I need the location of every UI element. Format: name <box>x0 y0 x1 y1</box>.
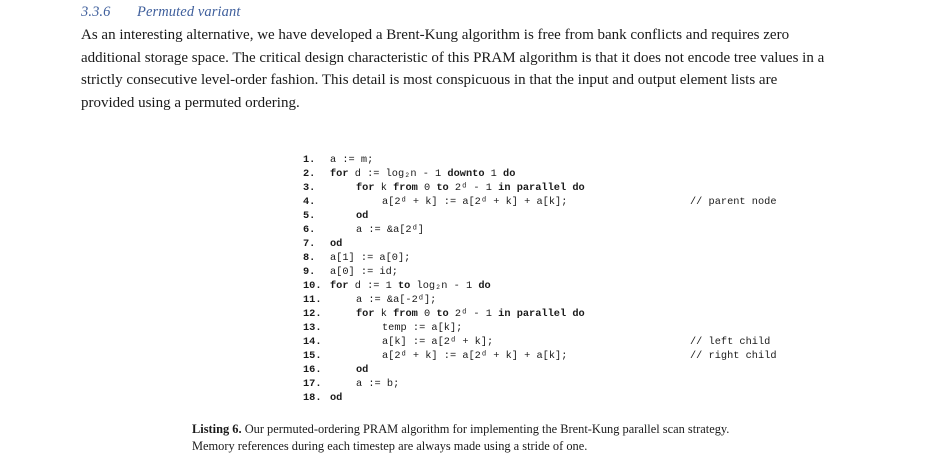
listing-line <box>303 377 399 391</box>
listing-line <box>303 167 515 181</box>
line-number: 13. <box>303 322 322 334</box>
code-text: temp := a[k]; <box>382 322 463 334</box>
line-number: 16. <box>303 364 322 376</box>
listing-line <box>303 181 585 195</box>
listing-line <box>303 391 342 405</box>
listing-line <box>303 195 567 209</box>
code-text: for k from 0 to 2ᵈ - 1 in parallel do <box>356 182 585 194</box>
line-number: 11. <box>303 294 322 306</box>
listing-line <box>303 251 410 265</box>
listing-line <box>303 335 493 349</box>
paragraph-line: additional storage space. The critical design characteristic of this PRAM algorithm is that it does not encode tree values in a <box>81 49 825 66</box>
section-number: 3.3.6 <box>81 4 111 20</box>
line-number: 3. <box>303 182 316 194</box>
caption-line <box>192 421 832 438</box>
listing-line <box>303 237 342 251</box>
paragraph-line: As an interesting alternative, we have developed a Brent-Kung algorithm is free from bank conflicts and requires zero <box>81 27 790 43</box>
code-text: od <box>356 210 369 222</box>
listing-line <box>303 265 398 279</box>
section-heading <box>81 4 381 21</box>
line-number: 9. <box>303 266 316 278</box>
code-comment: // parent node <box>690 196 777 208</box>
listing-line <box>303 279 491 293</box>
line-number: 10. <box>303 280 322 292</box>
code-text: for d := log₂n - 1 downto 1 do <box>330 168 516 180</box>
listing-line <box>303 209 368 223</box>
code-text: a[0] := id; <box>330 266 398 278</box>
code-text: a[2ᵈ + k] := a[2ᵈ + k] + a[k]; <box>382 350 568 362</box>
listing-line <box>303 321 462 335</box>
line-number: 1. <box>303 154 316 166</box>
line-number: 18. <box>303 392 322 404</box>
line-number: 14. <box>303 336 322 348</box>
code-text: a := &a[-2ᵈ]; <box>356 294 437 306</box>
listing-line <box>303 293 436 307</box>
caption-line: Memory references during each timestep are always made using a stride of one. <box>192 439 588 453</box>
line-number: 5. <box>303 210 316 222</box>
code-text: a := b; <box>356 378 400 390</box>
caption-text: Our permuted-ordering PRAM algorithm for implementing the Brent-Kung parallel scan strategy. <box>244 422 730 436</box>
code-text: for d := 1 to log₂n - 1 do <box>330 280 491 292</box>
line-number: 12. <box>303 308 322 320</box>
listing-line <box>303 349 567 363</box>
code-text: a[2ᵈ + k] := a[2ᵈ + k] + a[k]; <box>382 196 568 208</box>
line-number: 7. <box>303 238 316 250</box>
caption-label: Listing 6. <box>192 422 242 436</box>
listing-caption <box>192 421 832 455</box>
line-number: 6. <box>303 224 316 236</box>
line-number: 15. <box>303 350 322 362</box>
listing-line <box>303 363 368 377</box>
line-number: 4. <box>303 196 316 208</box>
code-text: a := m; <box>330 154 374 166</box>
line-number: 2. <box>303 168 316 180</box>
code-text: for k from 0 to 2ᵈ - 1 in parallel do <box>356 308 585 320</box>
paragraph-line: provided using a permuted ordering. <box>81 94 300 111</box>
listing-line <box>303 223 424 237</box>
line-number: 8. <box>303 252 316 264</box>
body-paragraph <box>81 24 861 114</box>
section-title: Permuted variant <box>137 4 241 20</box>
code-comment: // right child <box>690 350 777 362</box>
code-comment: // left child <box>690 336 771 348</box>
listing-line <box>303 307 585 321</box>
code-text: a[1] := a[0]; <box>330 252 411 264</box>
code-text: od <box>330 238 343 250</box>
listing-line <box>303 153 373 167</box>
code-text: a[k] := a[2ᵈ + k]; <box>382 336 494 348</box>
line-number: 17. <box>303 378 322 390</box>
code-text: a := &a[2ᵈ] <box>356 224 424 236</box>
code-text: od <box>356 364 369 376</box>
code-text: od <box>330 392 343 404</box>
paragraph-line: strictly consecutive level-order fashion. This detail is most conspicuous in that the input and output element lists are <box>81 72 778 89</box>
